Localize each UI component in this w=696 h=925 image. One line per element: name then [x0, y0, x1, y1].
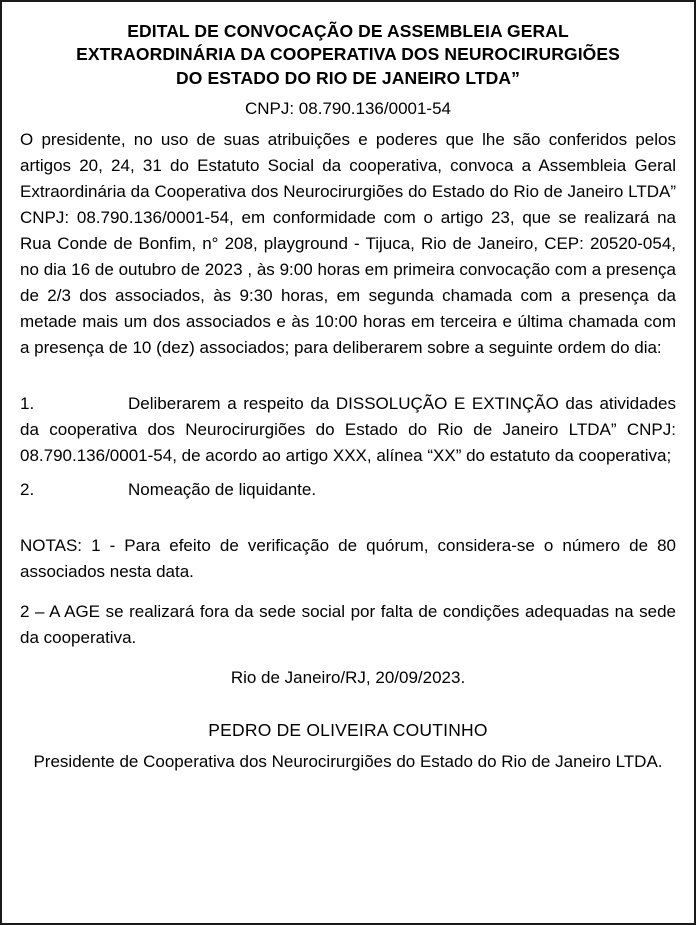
spacer [18, 585, 678, 599]
spacer [18, 503, 678, 533]
main-paragraph: O presidente, no uso de suas atribuições e poderes que lhe são conferidos pelos artigos 20, 24, 31 do Estatuto Social da cooperativa, convoca a Assembleia Geral Extraordinária da Cooperativa dos Neurocirurgiões do Estado do Rio de Janeiro LTDA” CNPJ: 08.790.136/0001-54, em conformidade com o artigo 23, que se realizará na Rua Conde de Bonfim, n° 208, playground - Tijuca, Rio de Janeiro, CEP: 20520-054, no dia 16 de outubro de 2023 , às 9:00 horas em primeira convocação com a presença de 2/3 dos associados, às 9:30 horas, em segunda chamada com a presença da metade mais um dos associados e às 10:00 horas em terceira e última chamada com a presença de 10 (dez) associados; para deliberarem sobre a seguinte ordem do dia: [20, 129, 676, 357]
agenda-item-2-text: Nomeação de liquidante. [128, 479, 317, 499]
cnpj-line: CNPJ: 08.790.136/0001-54 [244, 98, 452, 118]
title-line-2: EXTRAORDINÁRIA DA COOPERATIVA DOS NEUROCIRURGIÕES [76, 44, 620, 65]
agenda-item-1-text: Deliberarem a respeito da DISSOLUÇÃO E EXTINÇÃO das atividades da cooperativa dos Neurocirurgiões do Estado do Rio de Janeiro LTDA” CNPJ: 08.790.136/0001-54, de acordo ao artigo XXX, alínea “XX” do estatuto da cooperativa; [20, 393, 676, 465]
agenda-item-2 [20, 477, 676, 503]
spacer [18, 690, 678, 720]
spacer [18, 651, 678, 665]
signer-name: PEDRO DE OLIVEIRA COUTINHO [208, 720, 488, 741]
agenda-item-1-number: 1. [20, 393, 35, 413]
title-line-1: EDITAL DE CONVOCAÇÃO DE ASSEMBLEIA GERAL [127, 21, 569, 41]
spacer [18, 361, 678, 391]
document-title [24, 20, 672, 90]
signer-role: Presidente de Cooperativa dos Neurocirurgiões do Estado do Rio de Janeiro LTDA. [33, 752, 663, 772]
agenda-item-2-number: 2. [20, 479, 35, 499]
agenda-item-1 [20, 391, 676, 469]
spacer [18, 741, 678, 749]
note-quorum: NOTAS: 1 - Para efeito de verificação de quórum, considera-se o número de 80 associados nesta data. [20, 535, 676, 581]
spacer [18, 469, 678, 477]
note-location: 2 – A AGE se realizará fora da sede social por falta de condições adequadas na sede da cooperativa. [20, 601, 676, 647]
title-line-3: DO ESTADO DO RIO DE JANEIRO LTDA” [176, 67, 520, 88]
place-and-date: Rio de Janeiro/RJ, 20/09/2023. [230, 667, 466, 687]
